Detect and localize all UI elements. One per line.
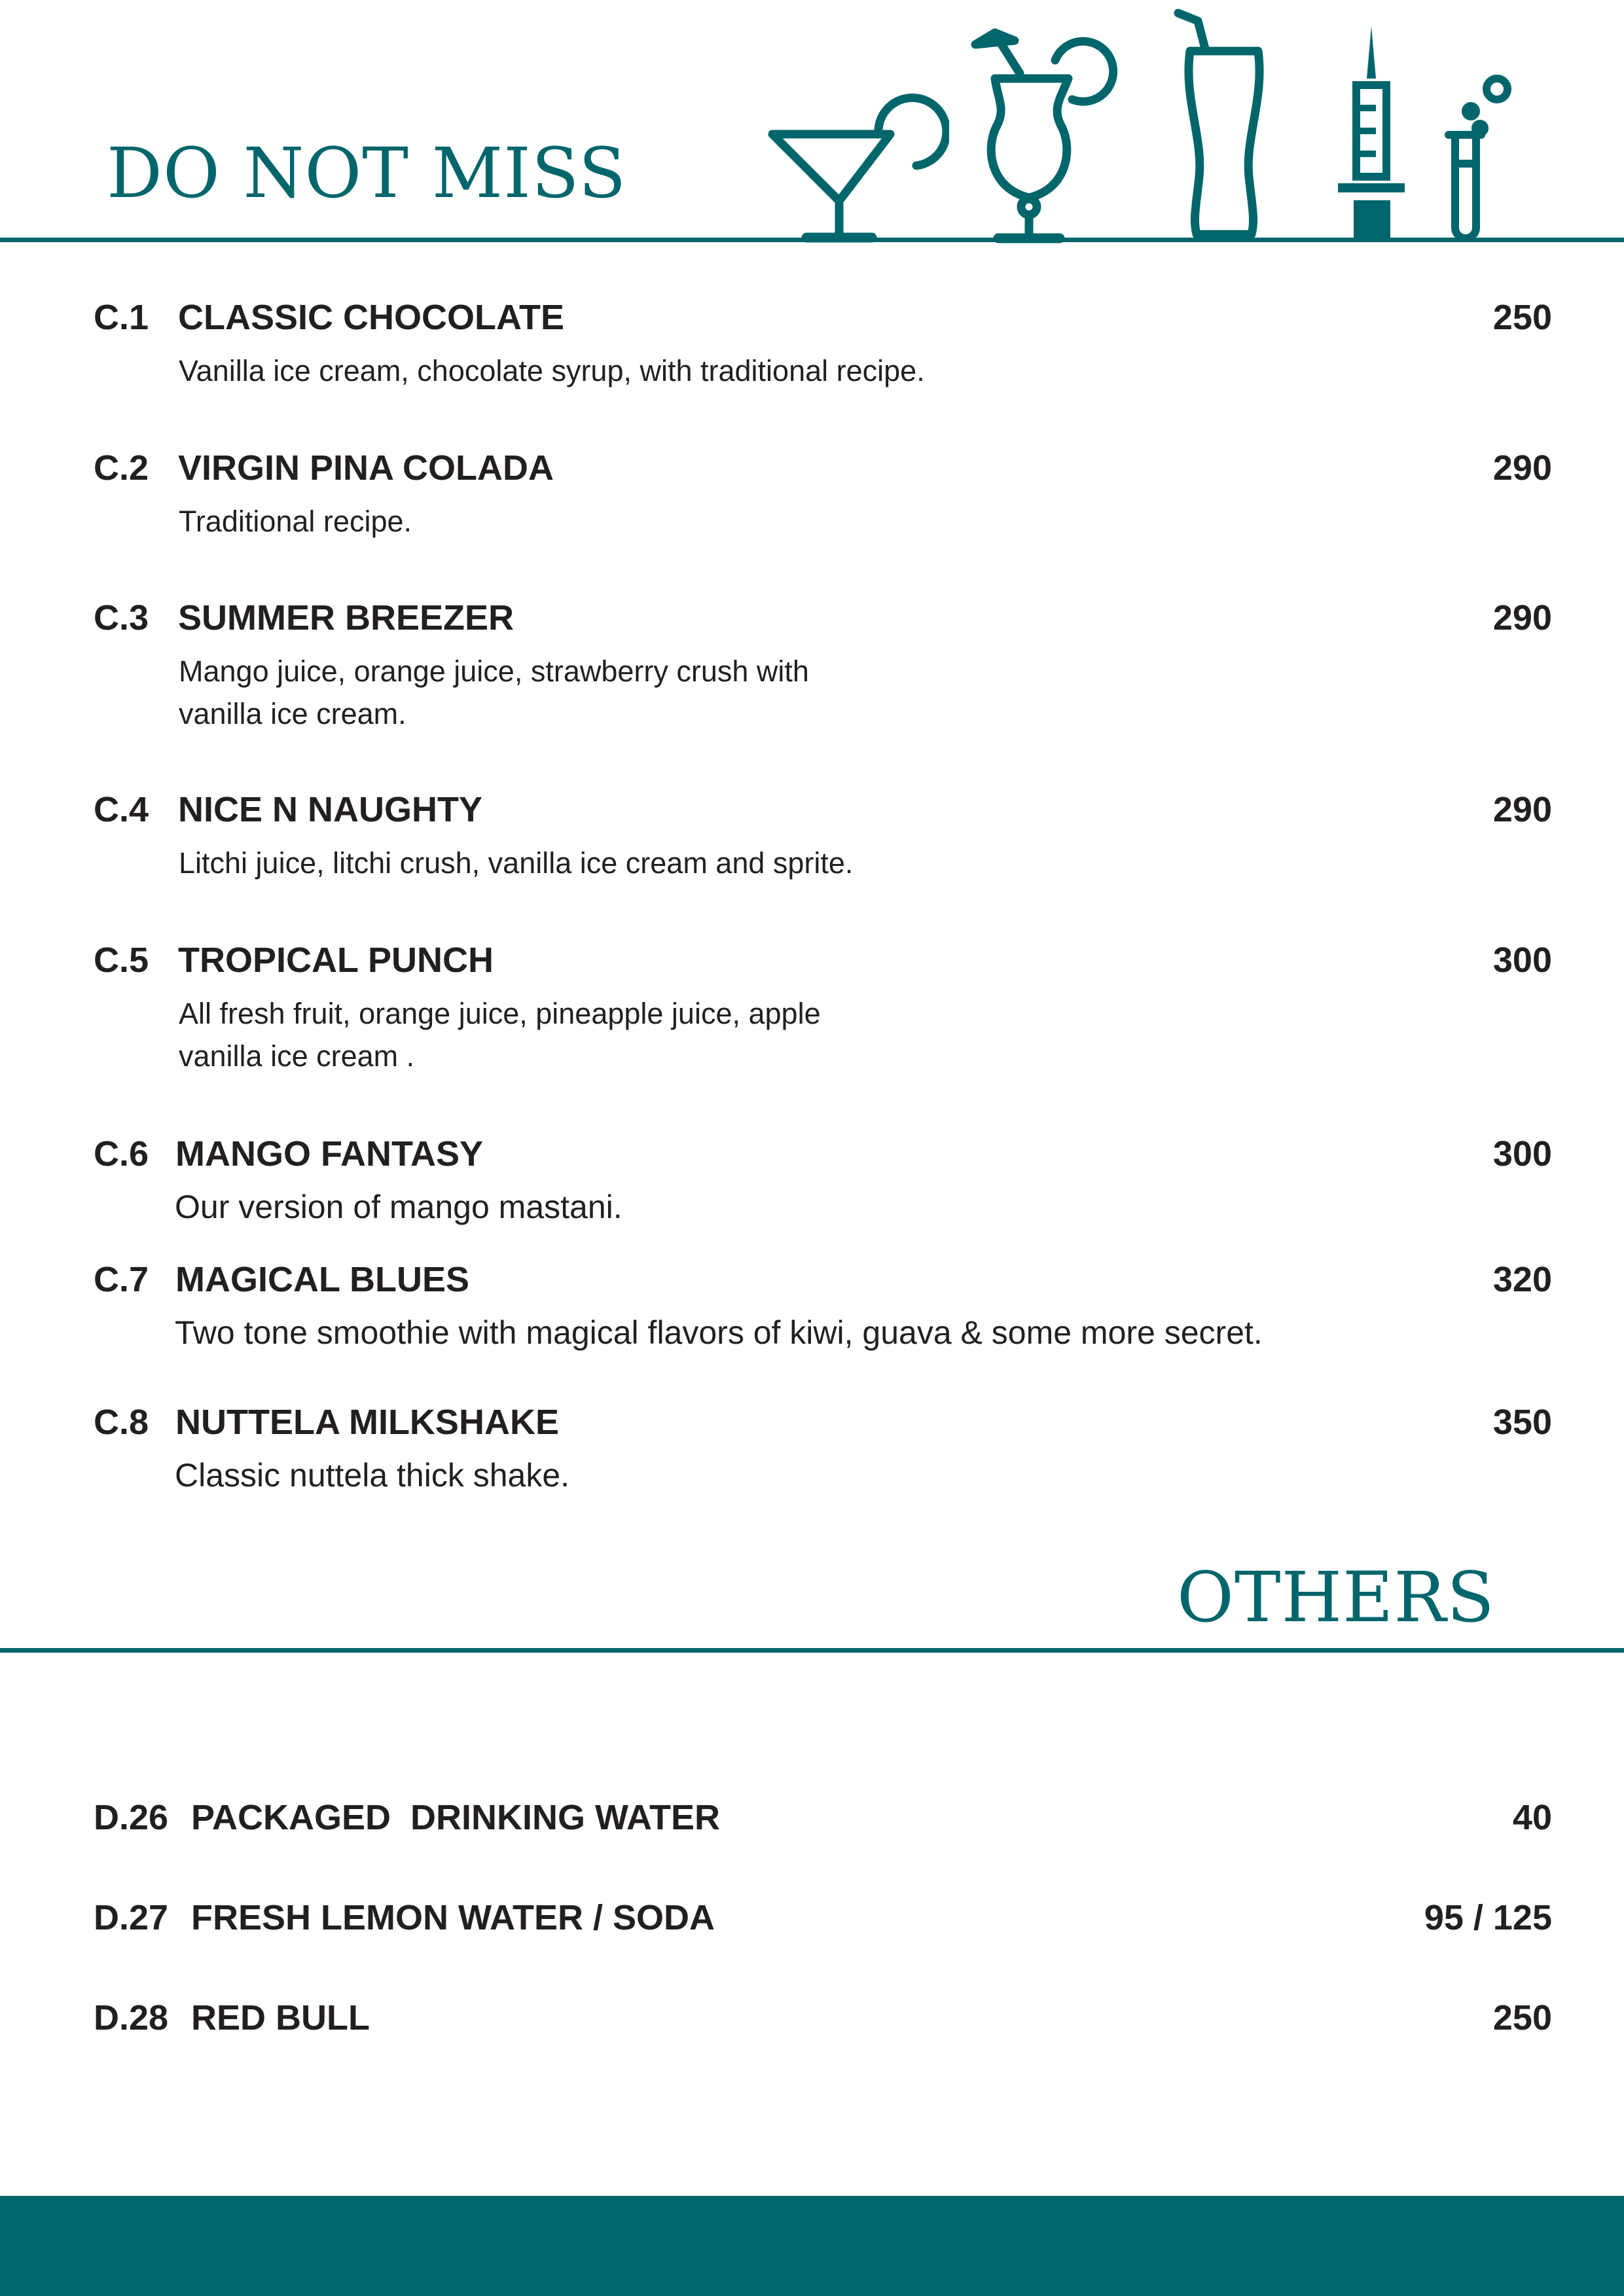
item-code: D.28 (94, 1998, 169, 2037)
item-description: Two tone smoothie with magical flavors of kiwi, guava & some more secret. (175, 1314, 1263, 1351)
section-title-do-not-miss: DO NOT MISS (107, 133, 627, 213)
item-code: C.8 (94, 1403, 149, 1442)
item-description: All fresh fruit, orange juice, pineapple juice, apple vanilla ice cream . (179, 997, 821, 1073)
item-name: VIRGIN PINA COLADA (178, 448, 554, 488)
item-code: C.5 (94, 941, 149, 980)
tropical-drink-icon (969, 26, 1119, 243)
item-description: Our version of mango mastani. (175, 1189, 623, 1225)
item-price: 300 (1492, 1134, 1552, 1174)
item-name: MAGICAL BLUES (175, 1260, 470, 1299)
footer-band (0, 2196, 1624, 2296)
item-price: 95 / 125 (1424, 1898, 1552, 1937)
item-code: C.6 (94, 1134, 149, 1174)
item-code: D.26 (94, 1798, 169, 1837)
milkshake-glass-icon (1172, 7, 1270, 243)
item-name: FRESH LEMON WATER / SODA (191, 1898, 715, 1937)
item-name: RED BULL (191, 1998, 370, 2037)
item-code: D.27 (94, 1898, 169, 1937)
others-divider (0, 1648, 1624, 1653)
item-price: 290 (1492, 598, 1552, 637)
item-name: NICE N NAUGHTY (178, 790, 483, 829)
item-code: C.1 (94, 298, 149, 337)
item-description: Classic nuttela thick shake. (175, 1457, 570, 1494)
item-name: PACKAGED DRINKING WATER (191, 1798, 720, 1837)
header-divider (0, 238, 1624, 242)
item-price: 320 (1492, 1260, 1552, 1299)
item-description: Traditional recipe. (179, 505, 412, 538)
item-code: C.7 (94, 1260, 149, 1299)
item-code: C.4 (94, 790, 149, 829)
item-code: C.3 (94, 598, 149, 637)
item-price: 250 (1492, 1998, 1552, 2037)
item-description: Mango juice, orange juice, strawberry crush with vanilla ice cream. (179, 655, 809, 730)
item-name: SUMMER BREEZER (178, 598, 514, 637)
item-description: Litchi juice, litchi crush, vanilla ice cream and sprite. (179, 846, 854, 880)
drink-icons-row (759, 7, 1532, 243)
item-price: 350 (1492, 1403, 1552, 1442)
item-name: CLASSIC CHOCOLATE (178, 298, 564, 337)
item-description: Vanilla ice cream, chocolate syrup, with traditional recipe. (179, 354, 925, 387)
item-price: 40 (1512, 1798, 1552, 1837)
item-name: TROPICAL PUNCH (178, 941, 494, 980)
syringe-shot-icon (1335, 26, 1407, 243)
item-name: NUTTELA MILKSHAKE (175, 1403, 559, 1442)
item-price: 290 (1492, 790, 1552, 829)
item-price: 290 (1492, 448, 1552, 488)
item-price: 300 (1492, 941, 1552, 980)
cocktail-glass-icon (759, 88, 949, 243)
item-code: C.2 (94, 448, 149, 488)
item-price: 250 (1492, 298, 1552, 337)
test-tube-shot-icon (1443, 72, 1522, 243)
section-title-others: OTHERS (1177, 1557, 1495, 1638)
item-name: MANGO FANTASY (175, 1134, 483, 1174)
